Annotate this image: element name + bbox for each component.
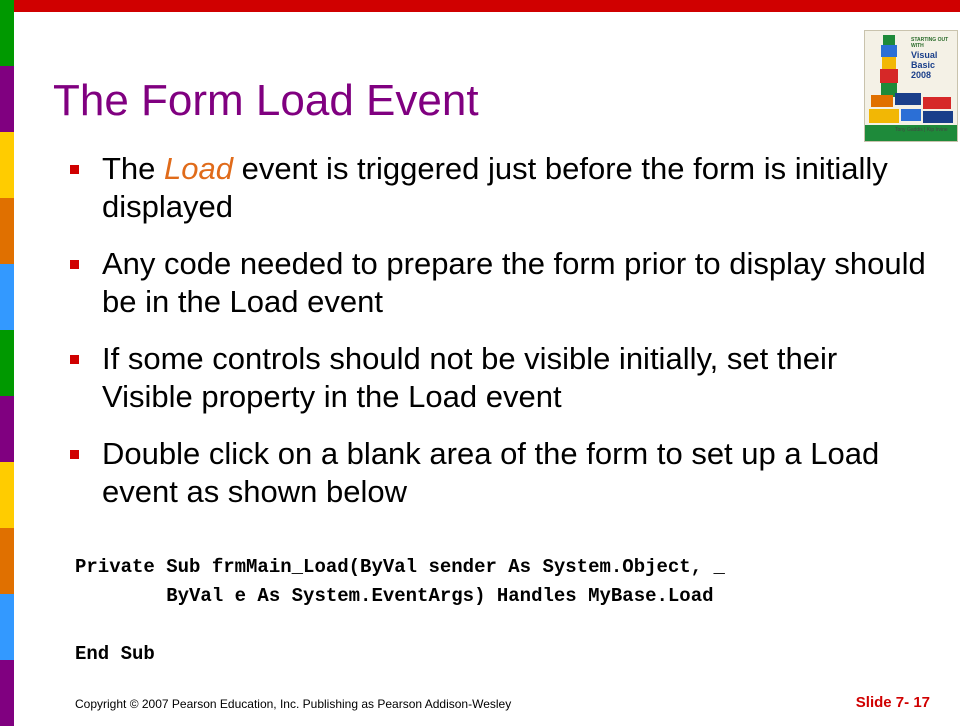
square-bullet-icon <box>70 260 79 269</box>
stripe-segment <box>0 660 14 726</box>
square-bullet-icon <box>70 450 79 459</box>
bullet-item <box>70 245 930 321</box>
stripe-segment <box>0 528 14 594</box>
copyright-footer: Copyright © 2007 Pearson Education, Inc. Publishing as Pearson Addison-Wesley <box>75 697 512 711</box>
stripe-segment <box>0 396 14 462</box>
bullet-text: Double click on a blank area of the form to set up a Load event as shown below <box>102 436 880 509</box>
bullet-text: The <box>102 151 165 186</box>
bullet-item <box>70 150 930 226</box>
bullet-item <box>70 435 930 511</box>
bullet-text: If some controls should not be visible initially, set their Visible property in the Load event <box>102 341 838 414</box>
stripe-segment <box>0 66 14 132</box>
cover-kicker-text: STARTING OUT WITH <box>911 37 949 49</box>
stripe-segment <box>0 462 14 528</box>
slide-title: The Form Load Event <box>53 76 479 125</box>
bullet-list <box>70 150 930 530</box>
stripe-segment <box>0 594 14 660</box>
square-bullet-icon <box>70 165 79 174</box>
stripe-segment <box>0 264 14 330</box>
top-accent-bar <box>14 0 960 12</box>
bullet-emphasis: Load <box>164 151 233 186</box>
cover-authors-text: Tony Gaddis | Kip Irvine <box>895 127 948 133</box>
stripe-segment <box>0 330 14 396</box>
bullet-text: event is triggered just before the form is initially displayed <box>102 151 888 224</box>
bullet-text: Any code needed to prepare the form prior to display should be in the Load event <box>102 246 926 319</box>
stripe-segment <box>0 0 14 66</box>
slide-number: Slide 7- 17 <box>855 694 930 711</box>
code-block: Private Sub frmMain_Load(ByVal sender As System.Object, _ ByVal e As System.EventArgs) Handles MyBase.Load End Sub <box>75 556 725 665</box>
stripe-segment <box>0 132 14 198</box>
book-cover-image <box>864 30 958 142</box>
bullet-item <box>70 340 930 416</box>
stripe-segment <box>0 198 14 264</box>
left-color-stripe <box>0 0 14 720</box>
cover-title-text: Visual Basic 2008 <box>911 50 938 80</box>
square-bullet-icon <box>70 355 79 364</box>
